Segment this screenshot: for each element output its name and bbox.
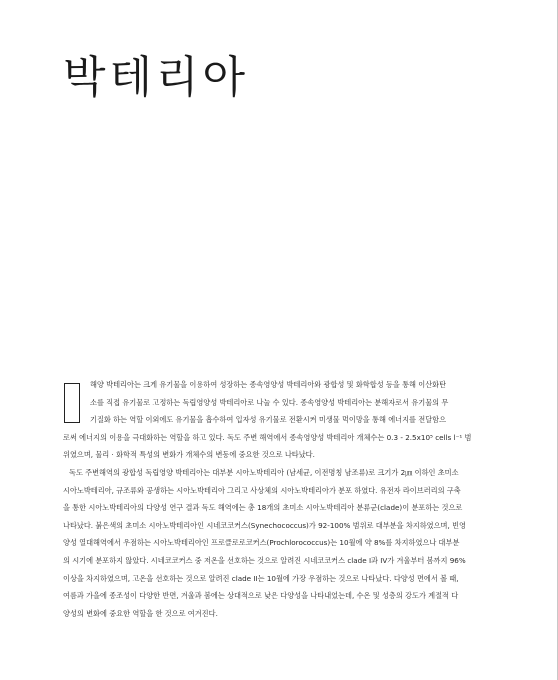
text-line: 기질화 하는 역할 이외에도 유기물을 흡수하여 입자성 유기물로 전환시켜 미생물 먹이망을 통해 에너지를 전달함으 xyxy=(90,415,447,425)
text-line: 시아노박테리아, 규조류와 공생하는 시아노박테리아 그리고 사상체의 시아노박테리아가 분포 하였다. 유전자 라이브러리의 구축 xyxy=(63,485,461,495)
text-line: 이상을 차지하였으며, 고온을 선호하는 것으로 알려진 clade II는 10월에 가장 우점하는 것으로 나타났다. 다양성 면에서 볼 때, xyxy=(63,573,459,583)
text-line: 해양 박테리아는 크게 유기물을 이용하여 성장하는 종속영양성 박테리아와 광합성 및 화학합성 등을 통해 이산화탄 xyxy=(90,380,447,389)
text-line: 양성의 변화에 중요한 역할을 한 것으로 여겨진다. xyxy=(63,608,218,618)
text-line: 여름과 가을에 종조성이 다양한 반면, 겨울과 봄에는 상대적으로 낮은 다양성을 나타내었는데, 수온 및 성층의 강도가 계절적 다 xyxy=(63,591,459,601)
text-line: 로써 에너지의 이용을 극대화하는 역할을 하고 있다. 독도 주변 해역에서 종속영양성 박테리아 개체수는 0.3 - 2.5x10⁵ cells l⁻¹ 범 xyxy=(63,432,472,442)
text-line: 나타났다. 붉은색의 초미소 시아노박테리아인 시네코코커스(Synechococcus)가 92-100% 범위로 대부분을 차지하였으며, 빈영 xyxy=(63,520,466,530)
text-line: 독도 주변해역의 광합성 독립영양 박테리아는 대부분 시아노박테리아 (남세균, 이전명칭 남조류)로 크기가 2㎛ 이하인 초미소 xyxy=(69,467,459,477)
text-line: 을 통한 시아노박테리아의 다양성 연구 결과 독도 해역에는 총 18개의 초미소 시아노박테리아 분류군(clade)이 분포하는 것으로 xyxy=(63,503,463,513)
text-line: 의 시기에 분포하지 않았다. 시네코코커스 중 저온을 선호하는 것으로 알려진 시네코코커스 clade I과 IV가 겨울부터 봄까지 96% xyxy=(63,555,466,565)
article-body xyxy=(63,376,529,622)
page-title: 박테리아 xyxy=(63,52,250,103)
text-line: 소를 직접 유기물로 고정하는 독립영양성 박테리아로 나눌 수 있다. 종속영양성 박테리아는 분해자로서 유기물의 무 xyxy=(90,397,449,407)
text-line: 양성 열대해역에서 우점하는 시아노박테리아인 프로클로로코커스(Prochlorococcus)는 10월에 약 8%를 차지하였으나 대부분 xyxy=(63,538,460,548)
text-line: 위였으며, 물리 · 화학적 특성의 변화가 개체수의 변동에 중요한 것으로 나타났다. xyxy=(63,450,315,460)
